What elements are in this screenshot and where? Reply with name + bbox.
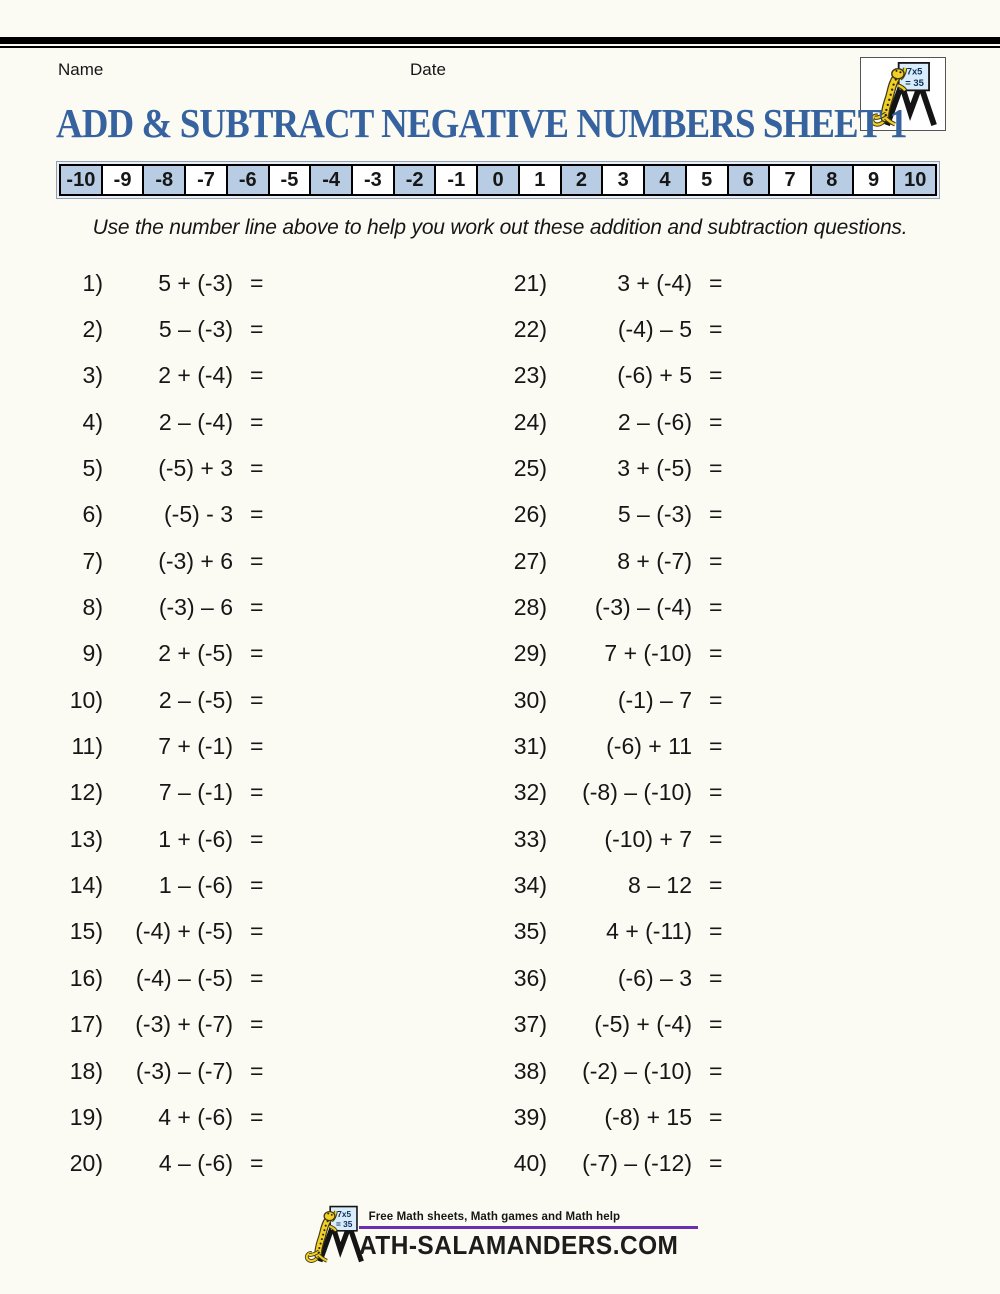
equals-sign: =	[250, 362, 264, 389]
problem-expression: (-4) – 5	[617, 316, 692, 343]
equals-sign: =	[250, 501, 264, 528]
problem-number: 27)	[513, 547, 547, 574]
problem-expression: (-3) – 6	[158, 594, 233, 621]
footer-divider	[359, 1226, 699, 1229]
problem-row	[58, 353, 502, 399]
problem-expression: (-8) + 15	[604, 1103, 692, 1130]
problem-number: 10)	[69, 686, 103, 713]
problem-row	[58, 584, 502, 630]
problem-expression: (-7) – (-12)	[582, 1150, 692, 1177]
number-line-cell: 4	[643, 164, 687, 196]
problem-number: 39)	[513, 1103, 547, 1130]
problem-number: 17)	[69, 1011, 103, 1038]
problem-number: 9)	[82, 640, 103, 667]
problem-number: 23)	[513, 362, 547, 389]
equals-sign: =	[709, 1011, 723, 1038]
problem-row	[58, 306, 502, 352]
problem-row	[58, 445, 502, 491]
problem-row	[502, 955, 942, 1001]
problem-number: 24)	[513, 408, 547, 435]
equals-sign: =	[709, 1057, 723, 1084]
problem-expression: (-4) + (-5)	[135, 918, 233, 945]
footer-logo	[0, 1204, 1000, 1264]
equals-sign: =	[250, 269, 264, 296]
problem-expression: (-6) + 5	[617, 362, 692, 389]
equals-sign: =	[709, 455, 723, 482]
equals-sign: =	[250, 779, 264, 806]
problem-expression: (-3) – (-4)	[594, 594, 692, 621]
number-line-cell: 9	[852, 164, 896, 196]
equals-sign: =	[709, 918, 723, 945]
problem-expression: 2 + (-4)	[158, 362, 233, 389]
problem-row	[502, 1141, 942, 1187]
problem-number: 32)	[513, 779, 547, 806]
problem-row	[502, 306, 942, 352]
problem-number: 13)	[69, 825, 103, 852]
problem-row	[502, 399, 942, 445]
number-line-cell: 6	[727, 164, 771, 196]
problem-row	[502, 445, 942, 491]
problem-row	[502, 677, 942, 723]
problem-number: 28)	[513, 594, 547, 621]
problem-expression: 3 + (-5)	[617, 455, 692, 482]
problem-number: 16)	[69, 964, 103, 991]
equals-sign: =	[250, 1103, 264, 1130]
problem-expression: (-5) + 3	[158, 455, 233, 482]
problem-row	[58, 1141, 502, 1187]
equals-sign: =	[709, 269, 723, 296]
page-title: ADD & SUBTRACT NEGATIVE NUMBERS SHEET 1	[56, 100, 907, 146]
problem-expression: 8 + (-7)	[617, 547, 692, 574]
equals-sign: =	[250, 918, 264, 945]
problem-row	[502, 492, 942, 538]
equals-sign: =	[709, 547, 723, 574]
number-line-cell: -8	[142, 164, 186, 196]
equals-sign: =	[709, 964, 723, 991]
problem-number: 38)	[513, 1057, 547, 1084]
number-line-cell: -7	[184, 164, 228, 196]
problem-expression: (-3) + (-7)	[135, 1011, 233, 1038]
problem-expression: (-6) + 11	[606, 733, 692, 760]
problem-expression: 2 – (-6)	[617, 408, 692, 435]
equals-sign: =	[709, 362, 723, 389]
equals-sign: =	[250, 733, 264, 760]
footer-site-name: ATH-SALAMANDERS.COM	[358, 1230, 679, 1260]
problem-row	[502, 353, 942, 399]
problem-row	[502, 1094, 942, 1140]
problems-column-left	[58, 260, 502, 1187]
problem-expression: 7 – (-1)	[158, 779, 233, 806]
problem-row	[502, 1048, 942, 1094]
problem-expression: (-1) – 7	[617, 686, 692, 713]
equals-sign: =	[709, 686, 723, 713]
footer-text-block	[359, 1204, 699, 1261]
problem-number: 7)	[82, 547, 103, 574]
problem-row	[58, 538, 502, 584]
problem-row	[58, 862, 502, 908]
problem-row	[58, 492, 502, 538]
problem-number: 37)	[513, 1011, 547, 1038]
problem-expression: (-3) + 6	[158, 547, 233, 574]
problem-row	[58, 955, 502, 1001]
problem-row	[58, 1094, 502, 1140]
equals-sign: =	[250, 1057, 264, 1084]
problem-number: 20)	[69, 1150, 103, 1177]
problem-row	[58, 1048, 502, 1094]
problem-row	[502, 770, 942, 816]
equals-sign: =	[250, 686, 264, 713]
problem-number: 36)	[513, 964, 547, 991]
problem-expression: 2 – (-4)	[158, 408, 233, 435]
problem-expression: (-5) - 3	[164, 501, 233, 528]
problem-expression: (-5) + (-4)	[594, 1011, 692, 1038]
number-line-cell: -3	[351, 164, 395, 196]
equals-sign: =	[709, 1103, 723, 1130]
problem-expression: 5 – (-3)	[617, 501, 692, 528]
problem-expression: 5 – (-3)	[158, 316, 233, 343]
problem-expression: 2 + (-5)	[158, 640, 233, 667]
problem-number: 33)	[513, 825, 547, 852]
number-line-cell: 5	[685, 164, 729, 196]
problem-row	[58, 631, 502, 677]
problem-row	[58, 770, 502, 816]
number-line-cell: -2	[393, 164, 437, 196]
problem-row	[502, 816, 942, 862]
number-line-cell: 3	[601, 164, 645, 196]
problem-number: 34)	[513, 872, 547, 899]
number-line-cell: 0	[476, 164, 520, 196]
problems-grid	[58, 260, 942, 1187]
problem-expression: (-10) + 7	[604, 825, 692, 852]
equals-sign: =	[709, 408, 723, 435]
equals-sign: =	[709, 779, 723, 806]
problem-number: 11)	[71, 733, 103, 760]
problem-expression: (-4) – (-5)	[135, 964, 233, 991]
problem-number: 22)	[513, 316, 547, 343]
problem-expression: (-6) – 3	[617, 964, 692, 991]
number-line-cell: -10	[59, 164, 103, 196]
problem-number: 30)	[513, 686, 547, 713]
number-line-cell: 7	[768, 164, 812, 196]
problem-row	[502, 584, 942, 630]
equals-sign: =	[250, 825, 264, 852]
top-divider-thin-line	[0, 46, 1000, 48]
problem-row	[502, 909, 942, 955]
number-line-cell: -9	[101, 164, 145, 196]
problem-expression: 1 – (-6)	[158, 872, 233, 899]
equals-sign: =	[709, 316, 723, 343]
problem-expression: 5 + (-3)	[158, 269, 233, 296]
equals-sign: =	[709, 733, 723, 760]
problem-number: 40)	[513, 1150, 547, 1177]
problem-row	[58, 909, 502, 955]
number-line-cell: 10	[893, 164, 937, 196]
equals-sign: =	[709, 640, 723, 667]
problem-expression: 8 – 12	[628, 872, 692, 899]
problem-row	[502, 1002, 942, 1048]
problem-number: 4)	[82, 408, 103, 435]
problem-number: 6)	[82, 501, 103, 528]
problem-number: 19)	[69, 1103, 103, 1130]
problem-row	[502, 862, 942, 908]
problem-row	[502, 260, 942, 306]
problem-expression: 7 + (-1)	[158, 733, 233, 760]
problem-number: 14)	[69, 872, 103, 899]
problems-column-right	[502, 260, 942, 1187]
problem-number: 5)	[82, 455, 103, 482]
problem-expression: 3 + (-4)	[617, 269, 692, 296]
equals-sign: =	[709, 501, 723, 528]
equals-sign: =	[709, 872, 723, 899]
problem-expression: (-3) – (-7)	[135, 1057, 233, 1084]
problem-number: 2)	[82, 316, 103, 343]
equals-sign: =	[250, 316, 264, 343]
problem-number: 1)	[82, 269, 103, 296]
top-divider-thick-line	[0, 37, 1000, 44]
problem-expression: 2 – (-5)	[158, 686, 233, 713]
equals-sign: =	[709, 594, 723, 621]
problem-row	[58, 816, 502, 862]
number-line-cell: -5	[268, 164, 312, 196]
equals-sign: =	[250, 640, 264, 667]
problem-expression: (-8) – (-10)	[582, 779, 692, 806]
problem-number: 15)	[69, 918, 103, 945]
number-line-cells	[59, 164, 937, 196]
number-line-cell: 2	[560, 164, 604, 196]
footer-salamander-logo-icon	[302, 1204, 366, 1264]
equals-sign: =	[250, 547, 264, 574]
problem-number: 35)	[513, 918, 547, 945]
name-label: Name	[58, 60, 104, 79]
equals-sign: =	[250, 408, 264, 435]
instruction-text: Use the number line above to help you work out these addition and subtraction questions.	[92, 216, 908, 239]
problem-number: 18)	[69, 1057, 103, 1084]
number-line-cell: 8	[810, 164, 854, 196]
problem-number: 31)	[513, 733, 547, 760]
problem-number: 8)	[82, 594, 103, 621]
problem-number: 3)	[82, 362, 103, 389]
number-line	[56, 161, 940, 199]
problem-number: 21)	[513, 269, 547, 296]
date-label: Date	[410, 60, 446, 79]
equals-sign: =	[250, 1011, 264, 1038]
problem-row	[58, 677, 502, 723]
number-line-cell: -4	[309, 164, 353, 196]
equals-sign: =	[250, 872, 264, 899]
problem-expression: 4 + (-6)	[158, 1103, 233, 1130]
number-line-cell: -6	[226, 164, 270, 196]
problem-expression: 4 – (-6)	[158, 1150, 233, 1177]
equals-sign: =	[709, 825, 723, 852]
problem-row	[58, 723, 502, 769]
equals-sign: =	[250, 594, 264, 621]
problem-row	[58, 1002, 502, 1048]
problem-row	[502, 538, 942, 584]
problem-number: 12)	[69, 779, 103, 806]
problem-expression: 1 + (-6)	[158, 825, 233, 852]
problem-row	[502, 631, 942, 677]
problem-row	[58, 260, 502, 306]
problem-number: 29)	[513, 640, 547, 667]
equals-sign: =	[250, 455, 264, 482]
problem-expression: 4 + (-11)	[606, 918, 692, 945]
equals-sign: =	[250, 964, 264, 991]
equals-sign: =	[250, 1150, 264, 1177]
footer-tagline: Free Math sheets, Math games and Math help	[368, 1211, 621, 1223]
problem-row	[502, 723, 942, 769]
problem-expression: 7 + (-10)	[604, 640, 692, 667]
top-divider	[0, 37, 1000, 48]
problem-expression: (-2) – (-10)	[582, 1057, 692, 1084]
problem-row	[58, 399, 502, 445]
problem-number: 25)	[513, 455, 547, 482]
number-line-cell: -1	[434, 164, 478, 196]
problem-number: 26)	[513, 501, 547, 528]
number-line-cell: 1	[518, 164, 562, 196]
equals-sign: =	[709, 1150, 723, 1177]
